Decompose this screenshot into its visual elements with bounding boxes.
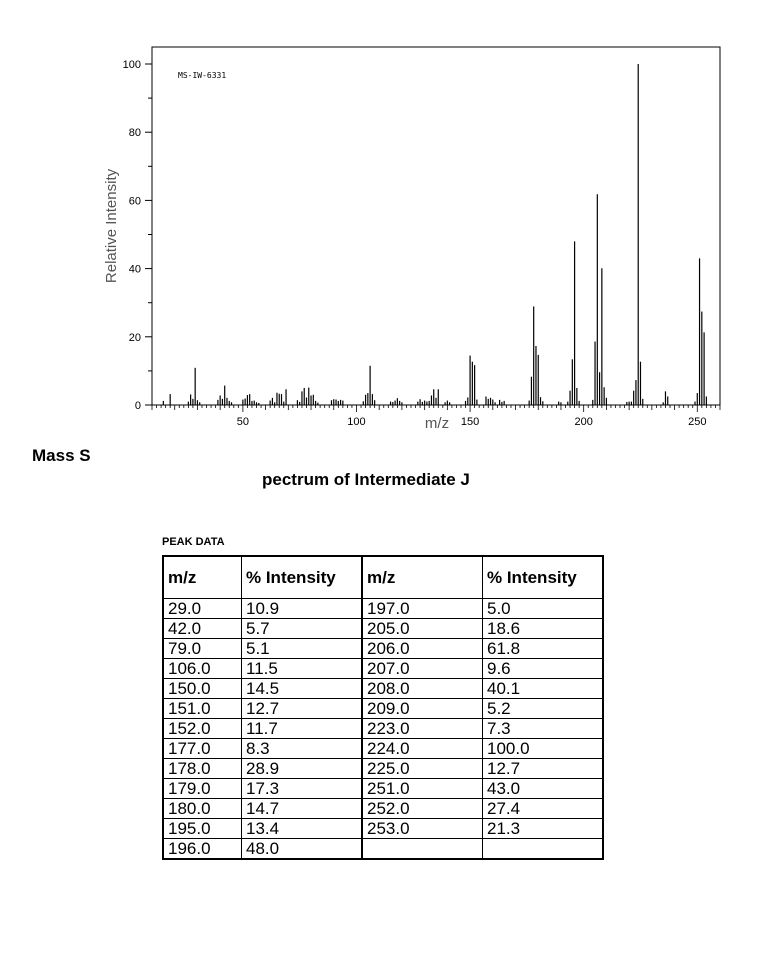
table-row — [163, 699, 603, 719]
table-body — [163, 599, 603, 860]
table-cell: 5.2 — [483, 699, 604, 719]
table-cell: 28.9 — [242, 759, 363, 779]
header-intensity-1: % Intensity — [242, 556, 363, 599]
table-cell: 10.9 — [242, 599, 363, 619]
table-row — [163, 619, 603, 639]
table-cell: 14.7 — [242, 799, 363, 819]
table-cell: 42.0 — [163, 619, 242, 639]
table-cell: 152.0 — [163, 719, 242, 739]
peak-bars — [163, 64, 706, 405]
table-row — [163, 779, 603, 799]
table-row — [163, 799, 603, 819]
table-cell: 177.0 — [163, 739, 242, 759]
y-tick-label-40: 40 — [128, 263, 141, 276]
table-cell: 61.8 — [483, 639, 604, 659]
table-cell: 196.0 — [163, 839, 242, 860]
table-row — [163, 599, 603, 619]
table-cell: 21.3 — [483, 819, 604, 839]
table-row — [163, 679, 603, 699]
y-tick-label-80: 80 — [128, 127, 141, 140]
table-cell: 5.0 — [483, 599, 604, 619]
table-cell: 48.0 — [242, 839, 363, 860]
y-tick-label-60: 60 — [128, 195, 141, 208]
table-cell: 151.0 — [163, 699, 242, 719]
table-row — [163, 819, 603, 839]
table-cell: 27.4 — [483, 799, 604, 819]
table-cell: 9.6 — [483, 659, 604, 679]
table-cell: 209.0 — [362, 699, 483, 719]
table-cell: 13.4 — [242, 819, 363, 839]
table-cell: 197.0 — [362, 599, 483, 619]
table-cell: 205.0 — [362, 619, 483, 639]
chart-annotation: MS-IW-6331 — [178, 71, 227, 80]
table-row — [163, 759, 603, 779]
table-cell: 7.3 — [483, 719, 604, 739]
table-row — [163, 639, 603, 659]
table-cell: 8.3 — [242, 739, 363, 759]
table-cell: 5.1 — [242, 639, 363, 659]
y-tick-label-20: 20 — [128, 331, 141, 344]
table-cell: 178.0 — [163, 759, 242, 779]
y-axis-label: Relative Intensity — [103, 168, 120, 284]
table-cell: 14.5 — [242, 679, 363, 699]
chart-title-left: Mass S — [32, 446, 91, 465]
table-row — [163, 659, 603, 679]
peak-data-label: PEAK DATA — [162, 536, 225, 548]
plot-frame — [152, 47, 720, 405]
table-cell: 12.7 — [483, 759, 604, 779]
y-tick-label-0: 0 — [134, 400, 141, 412]
table-cell: 251.0 — [362, 779, 483, 799]
x-tick-label-100: 100 — [347, 416, 366, 428]
table-cell — [483, 839, 604, 860]
x-tick-label-200: 200 — [574, 416, 593, 428]
table-cell: 206.0 — [362, 639, 483, 659]
table-cell: 225.0 — [362, 759, 483, 779]
table-row — [163, 839, 603, 860]
table-cell: 12.7 — [242, 699, 363, 719]
y-tick-label-100: 100 — [122, 59, 141, 71]
x-axis-label: m/z — [424, 415, 450, 432]
x-tick-label-150: 150 — [460, 416, 480, 428]
x-tick-label-50: 50 — [236, 416, 250, 428]
table-cell: 40.1 — [483, 679, 604, 699]
table-cell: 11.5 — [242, 659, 363, 679]
table-cell: 208.0 — [362, 679, 483, 699]
table-cell: 18.6 — [483, 619, 604, 639]
x-tick-label-250: 250 — [688, 416, 707, 428]
y-axis-ticks — [123, 59, 152, 412]
table-cell: 43.0 — [483, 779, 604, 799]
table-cell: 224.0 — [362, 739, 483, 759]
table-cell: 100.0 — [483, 739, 604, 759]
table-row — [163, 719, 603, 739]
table-cell: 17.3 — [242, 779, 363, 799]
table-cell: 5.7 — [242, 619, 363, 639]
table-cell: 179.0 — [163, 779, 242, 799]
header-mz-2: m/z — [362, 556, 483, 599]
mass-spectrum-chart — [0, 0, 780, 440]
table-row — [163, 739, 603, 759]
table-cell: 252.0 — [362, 799, 483, 819]
table-cell: 180.0 — [163, 799, 242, 819]
table-cell: 29.0 — [163, 599, 242, 619]
table-cell: 106.0 — [163, 659, 242, 679]
chart-title-right: pectrum of Intermediate J — [262, 470, 470, 489]
table-cell: 253.0 — [362, 819, 483, 839]
table-cell — [362, 839, 483, 860]
table-header-row — [163, 556, 603, 599]
table-cell: 11.7 — [242, 719, 363, 739]
table-cell: 223.0 — [362, 719, 483, 739]
table-cell: 207.0 — [362, 659, 483, 679]
header-intensity-2: % Intensity — [483, 556, 604, 599]
table-cell: 150.0 — [163, 679, 242, 699]
peak-data-table — [162, 555, 604, 860]
table-cell: 195.0 — [163, 819, 242, 839]
header-mz-1: m/z — [163, 556, 242, 599]
table-cell: 79.0 — [163, 639, 242, 659]
